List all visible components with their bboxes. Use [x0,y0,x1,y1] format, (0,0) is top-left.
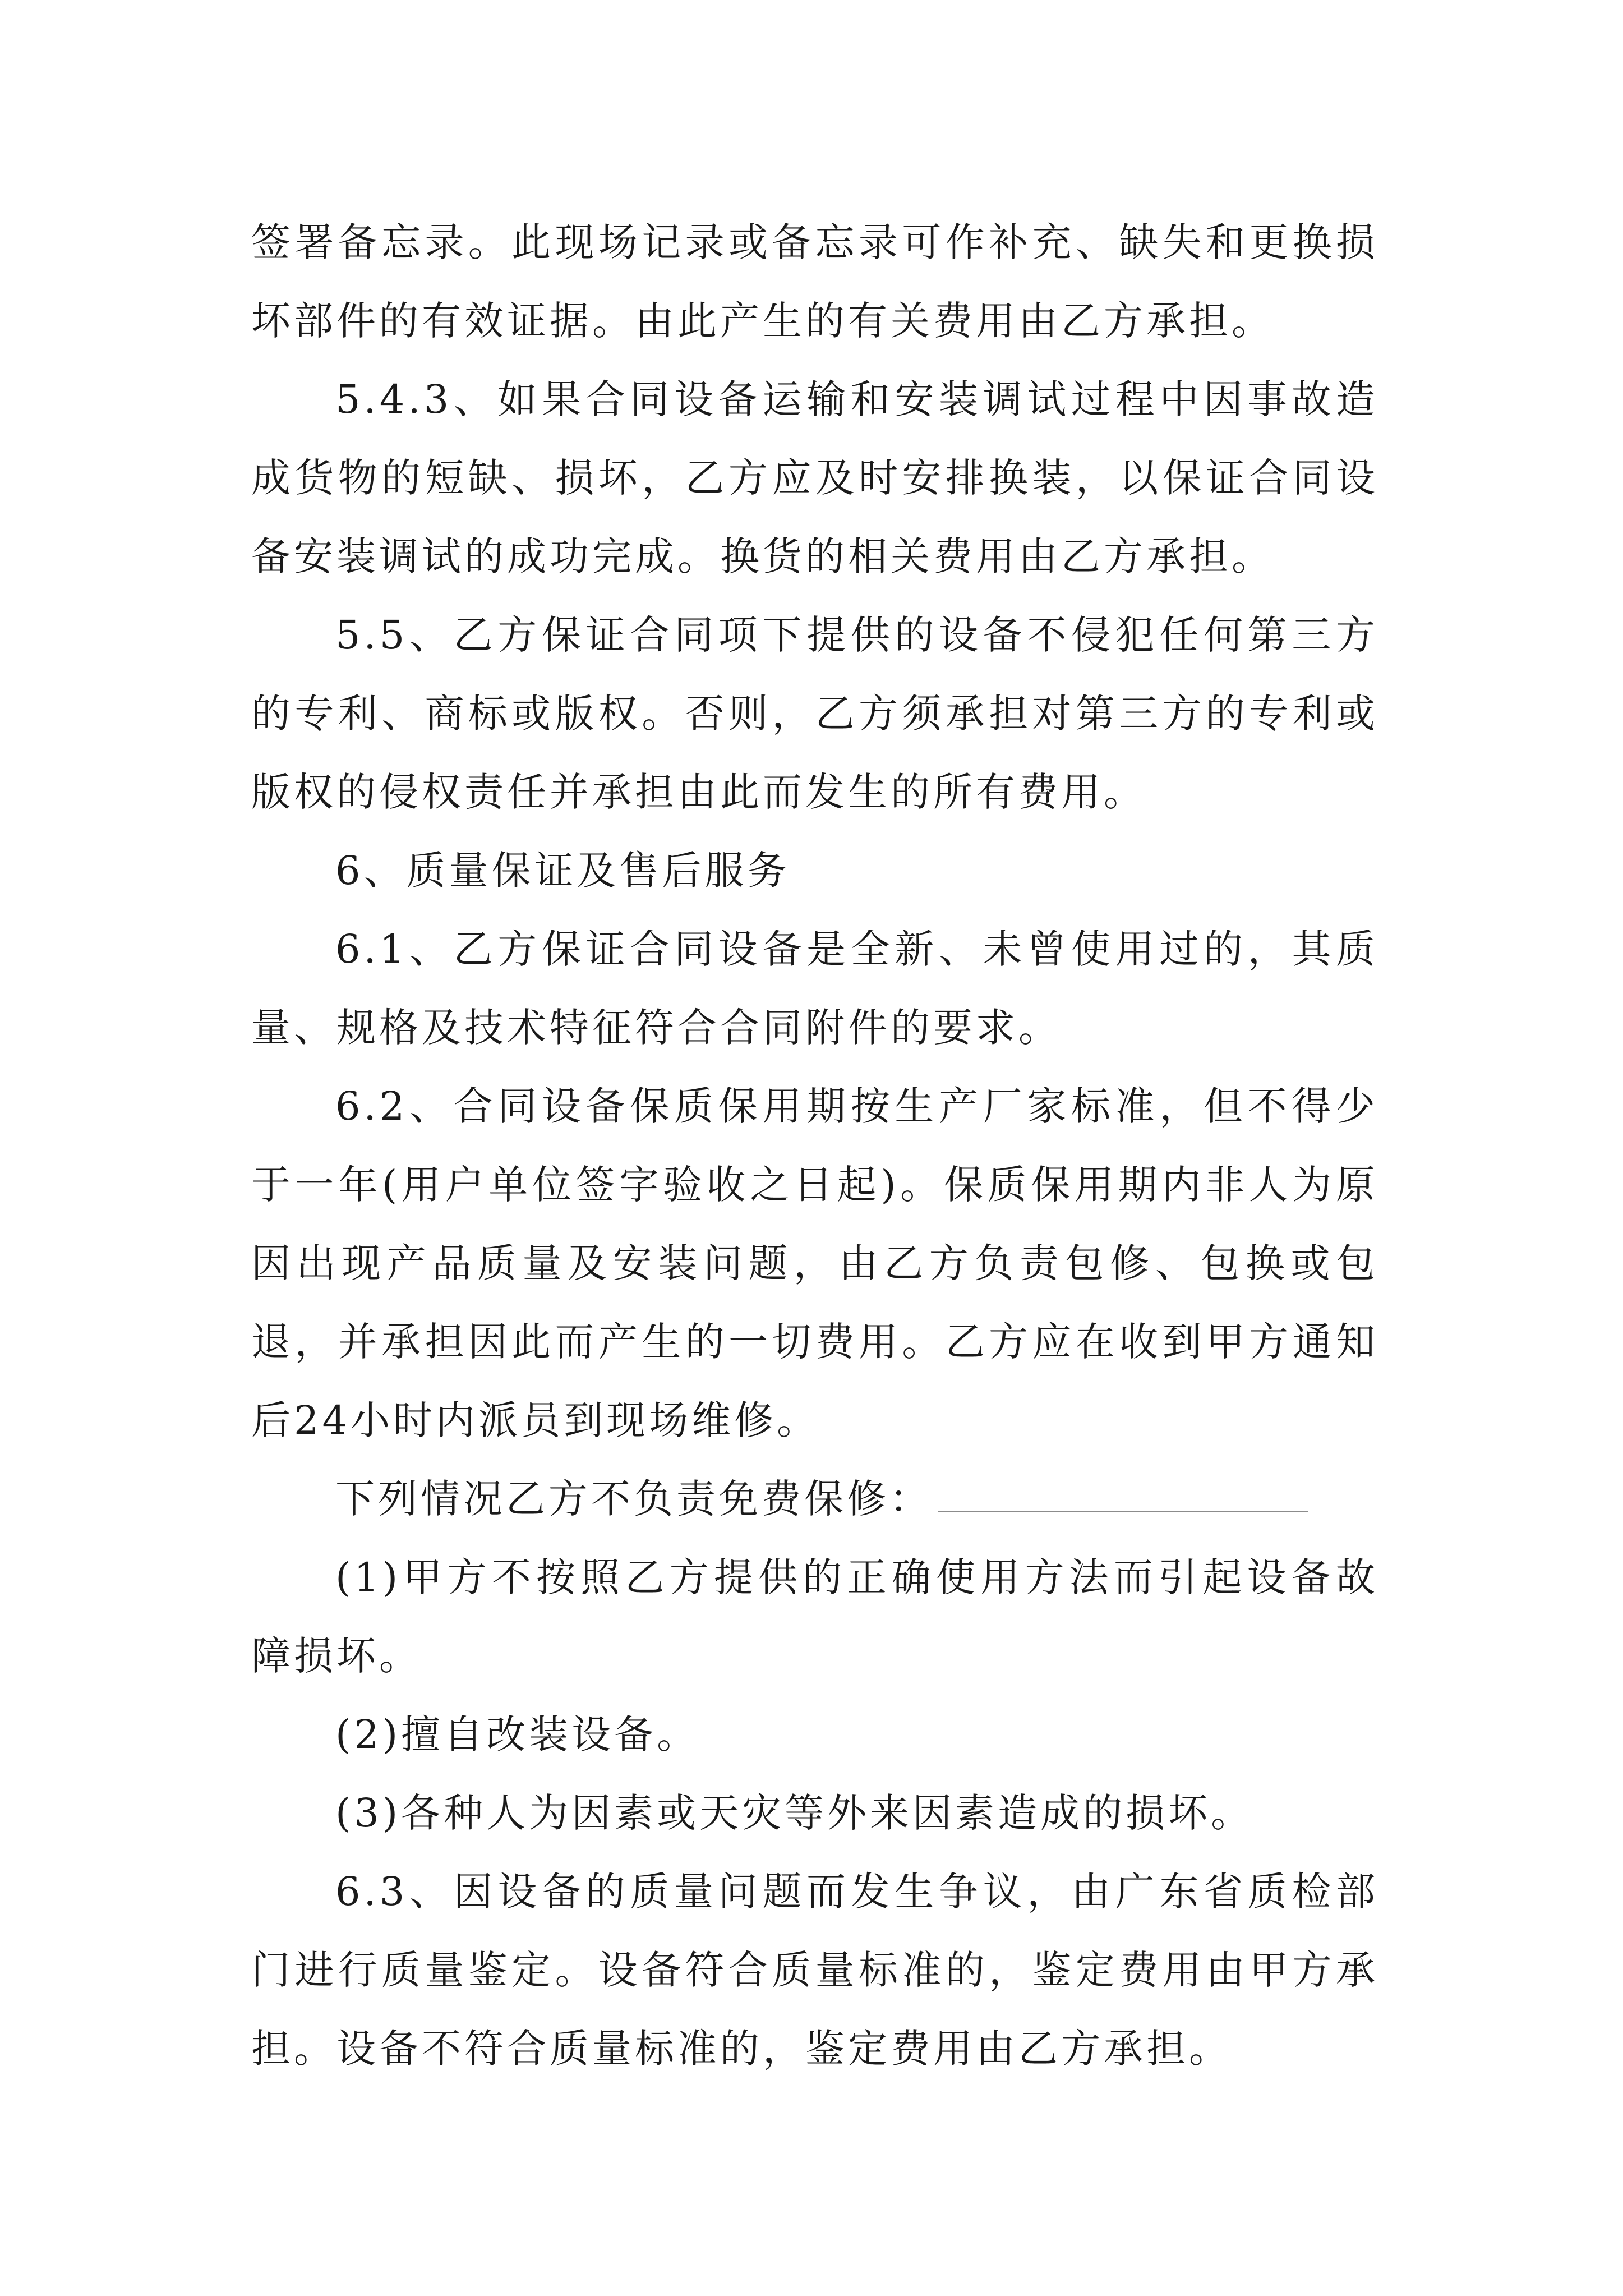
paragraph-exclusions-intro [251,1460,1378,1538]
fill-in-blank-line [938,1472,1308,1512]
paragraph-6-3: 6.3、因设备的质量问题而发生争议，由广东省质检部门进行质量鉴定。设备符合质量标准的，鉴定费用由甲方承担。设备不符合质量标准的，鉴定费用由乙方承担。 [251,1869,1378,2072]
paragraph-exclusion-3: (3)各种人为因素或天灾等外来因素造成的损坏。 [335,1790,1254,1836]
paragraph-6-2: 6.2、合同设备保质保用期按生产厂家标准，但不得少于一年(用户单位签字验收之日起)。保质保用期内非人为原因出现产品质量及安装问题，由乙方负责包修、包换或包退，并承担因此而产生的一切费用。乙方应在收到甲方通知后24小时内派员到现场维修。 [251,1083,1378,1443]
paragraph-5-4-3: 5.4.3、如果合同设备运输和安装调试过程中因事故造成货物的短缺、损坏，乙方应及时安排换装，以保证合同设备安装调试的成功完成。换货的相关费用由乙方承担。 [251,376,1378,579]
paragraph-exclusion-2: (2)擅自改装设备。 [335,1711,700,1757]
paragraph-6-1: 6.1、乙方保证合同设备是全新、未曾使用过的，其质量、规格及技术特征符合合同附件的要求。 [251,926,1378,1051]
exclusions-intro-text: 下列情况乙方不负责免费保修： [335,1476,932,1522]
paragraph-5-5: 5.5、乙方保证合同项下提供的设备不侵犯任何第三方的专利、商标或版权。否则，乙方须承担对第三方的专利或版权的侵权责任并承担由此而发生的所有费用。 [251,612,1378,815]
section-heading-6: 6、质量保证及售后服务 [335,848,790,894]
document-body [251,203,1378,2088]
paragraph-continuation: 签署备忘录。此现场记录或备忘录可作补充、缺失和更换损坏部件的有效证据。由此产生的有关费用由乙方承担。 [251,219,1378,344]
paragraph-exclusion-1: (1)甲方不按照乙方提供的正确使用方法而引起设备故障损坏。 [251,1554,1378,1679]
